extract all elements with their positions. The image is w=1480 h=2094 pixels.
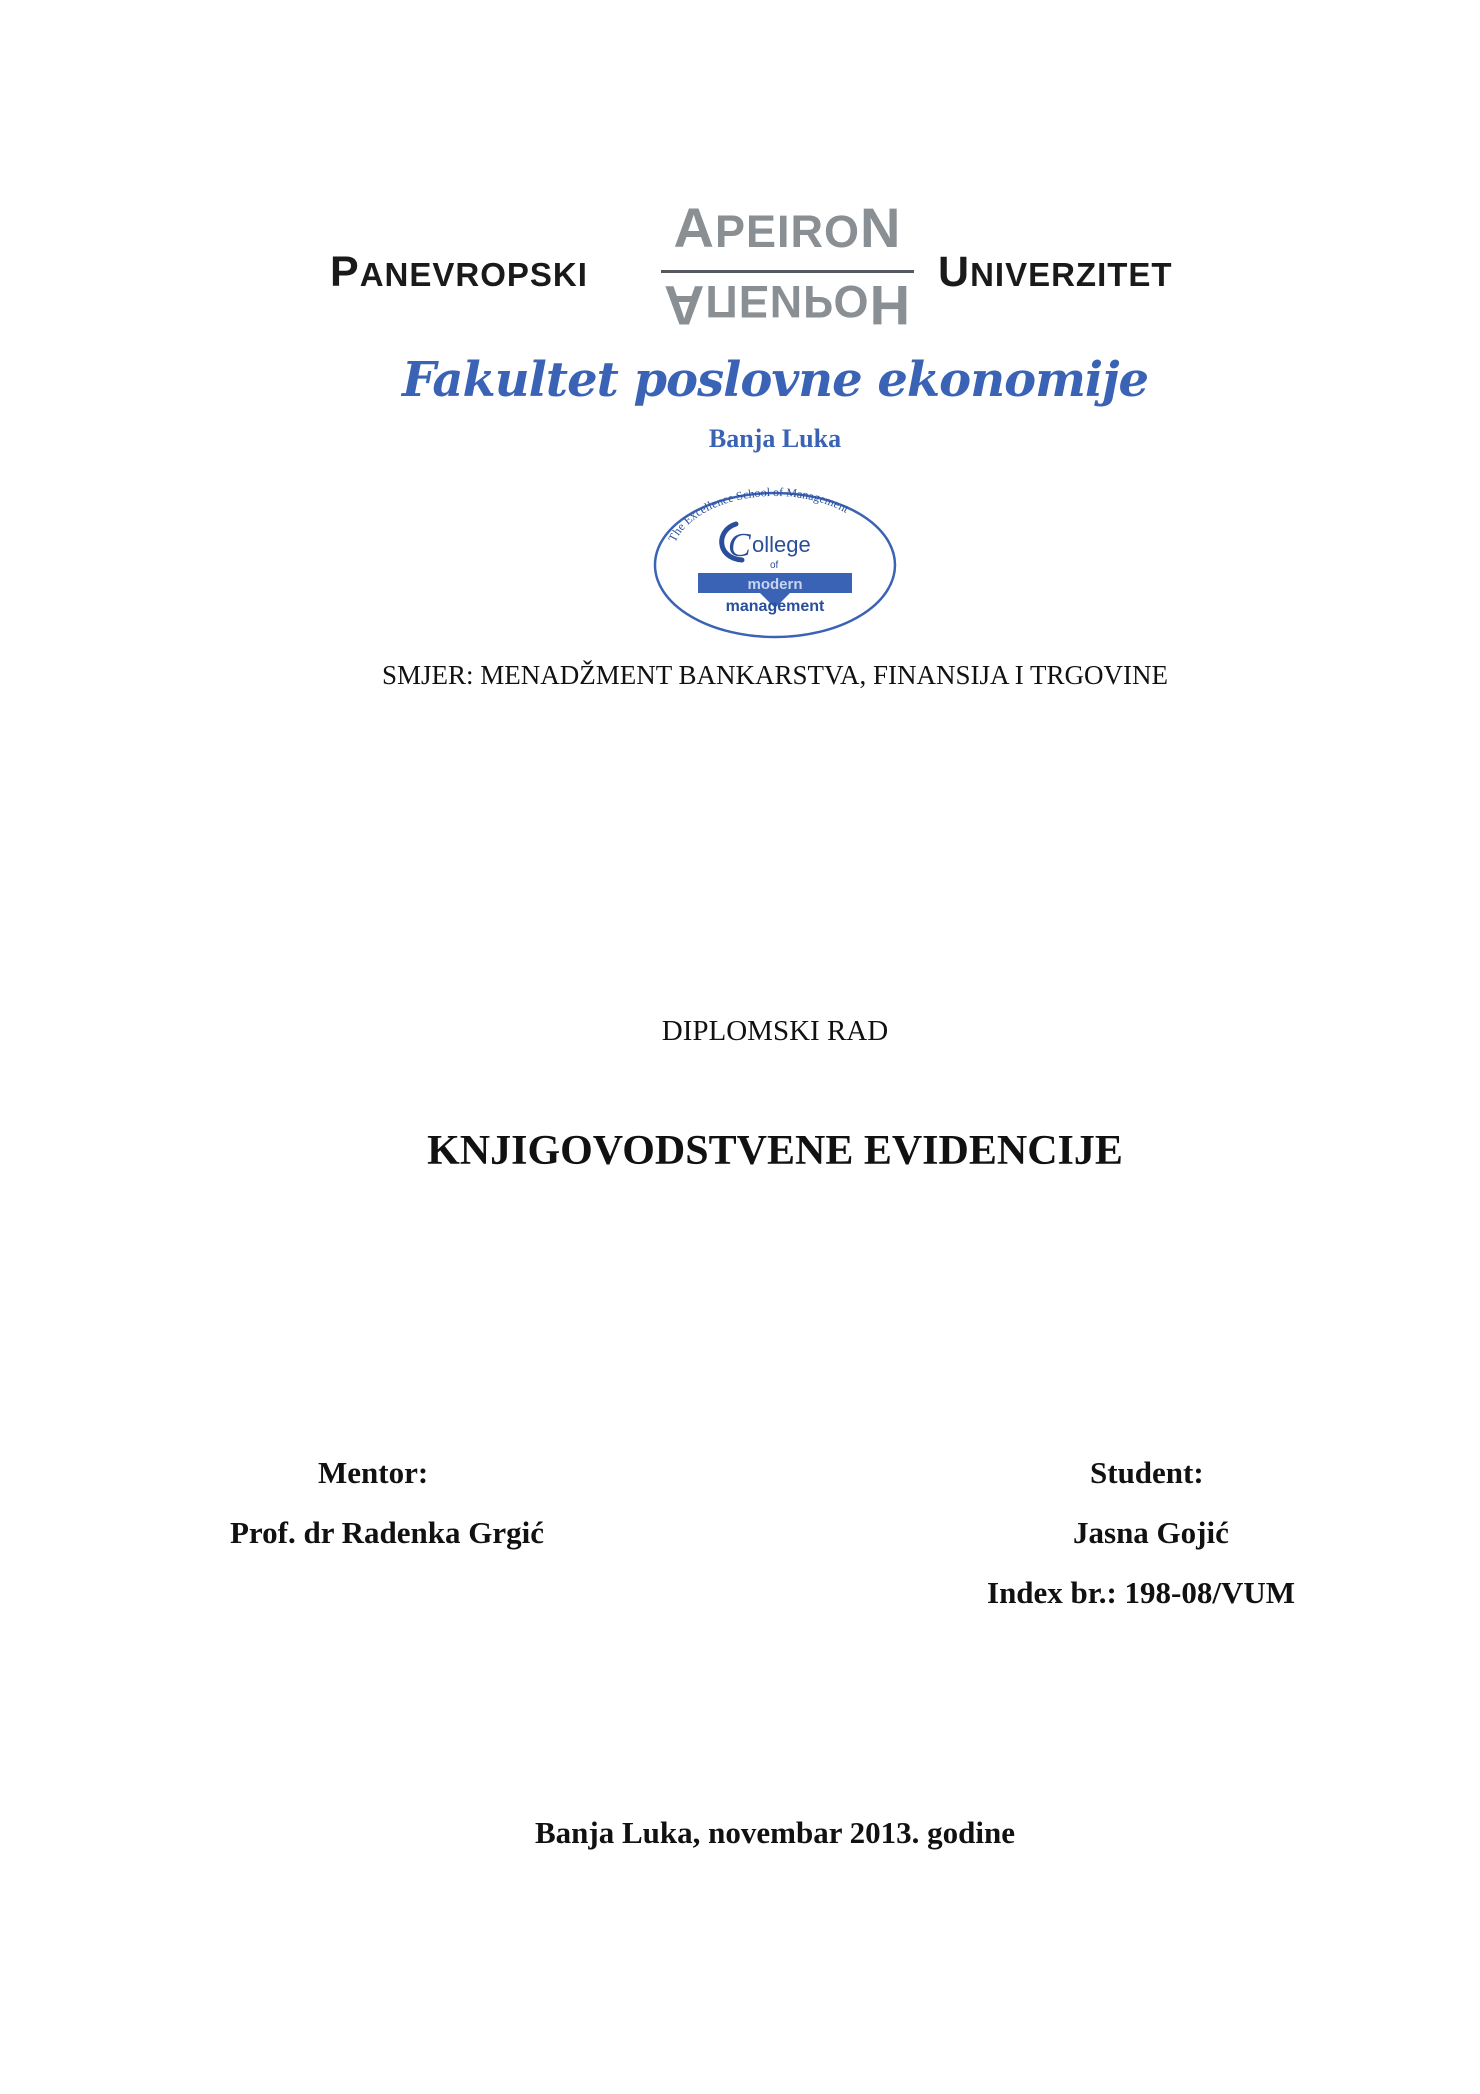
study-program: SMJER: MENADŽMENT BANKARSTVA, FINANSIJA I TRGOVINE [381,660,1169,690]
student-label: Student: [1090,1455,1204,1490]
seal-management-text: management [725,598,825,615]
apeiron-wordmark: APEIRON [673,196,902,259]
university-name-left: PANEVROPSKI [330,248,588,296]
mentor-name: Prof. dr Radenka Grgić [230,1515,545,1550]
mentor-label: Mentor: [318,1455,429,1490]
student-index: Index br.: 198-08/VUM [987,1575,1296,1610]
college-seal-logo [650,480,900,640]
thesis-title: KNJIGOVODSTVENE EVIDENCIJE [427,1128,1123,1174]
faculty-name: Fakultet poslovne ekonomije [401,352,1149,408]
place-and-date: Banja Luka, novembar 2013. godine [534,1815,1015,1850]
apeiron-mirror-wordmark: AПЕИРОН [663,274,912,337]
university-name-right: UNIVERZITET [938,248,1173,296]
student-name: Jasna Gojić [1073,1515,1229,1550]
seal-arc-text: The Excellence School of Management [665,484,852,545]
document-type: DIPLOMSKI RAD [661,1015,889,1047]
apeiron-divider [661,270,914,273]
faculty-city: Banja Luka [708,424,842,453]
seal-modern-text: modern [747,576,803,593]
seal-of-text: of [770,560,779,571]
apeiron-logo [655,196,920,340]
seal-college-text: ollege [752,532,811,557]
seal-college-initial: C [728,527,751,564]
